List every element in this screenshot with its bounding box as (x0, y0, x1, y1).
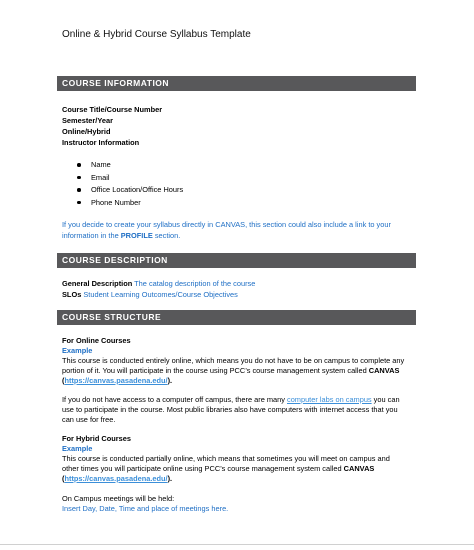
hybrid-paren-close: ). (167, 474, 173, 483)
online-paren-close: ). (167, 376, 173, 385)
hybrid-text-line-1: This course is conducted partially online, which means that sometimes you will meet on campus and (62, 454, 390, 463)
slos-line (62, 290, 238, 300)
general-description-text: The catalog description of the course (132, 279, 256, 288)
meetings-value: Insert Day, Date, Time and place of meetings here. (62, 504, 229, 513)
online-text-line-2 (62, 366, 399, 376)
general-description-label: General Description (62, 279, 133, 288)
field-online-hybrid: Online/Hybrid (62, 127, 111, 136)
section-header-course-structure: COURSE STRUCTURE (57, 310, 416, 325)
general-description-line (62, 279, 255, 289)
online-canvas-bold: CANVAS (368, 366, 400, 375)
slos-label: SLOs (62, 290, 82, 299)
access-line-1-pre: If you do not have access to a computer off campus, there are many (62, 395, 287, 404)
document-title: Online & Hybrid Course Syllabus Template (62, 29, 251, 40)
section-header-course-description: COURSE DESCRIPTION (57, 253, 416, 268)
access-line-1-post: you can (371, 395, 400, 404)
access-line-2: use to participate in the course. Most public libraries also have computers with internet access that you (62, 405, 398, 414)
hybrid-courses-heading: For Hybrid Courses (62, 434, 131, 443)
canvas-note-line-2 (62, 231, 180, 241)
access-line-3: can use for free. (62, 415, 116, 424)
list-item-name: Name (76, 160, 183, 173)
access-line-1 (62, 395, 400, 405)
hybrid-canvas-bold: CANVAS (343, 464, 375, 473)
list-item-office: Office Location/Office Hours (76, 185, 183, 198)
computer-labs-link[interactable]: computer labs on campus (287, 395, 372, 404)
canvas-note-pre: information in the (62, 231, 121, 240)
list-item-email: Email (76, 173, 183, 186)
hybrid-text-line-3 (62, 474, 172, 484)
field-instructor-information: Instructor Information (62, 138, 140, 147)
hybrid-text-line-2 (62, 464, 374, 474)
canvas-note-post: section. (152, 231, 181, 240)
section-header-course-information: COURSE INFORMATION (57, 76, 416, 91)
hybrid-text-line-2-text: other times you will participate online using PCC’s course management system called (62, 464, 344, 473)
instructor-info-list (76, 160, 183, 210)
online-text-line-3 (62, 376, 172, 386)
slos-text: Student Learning Outcomes/Course Objectives (81, 290, 238, 299)
field-course-title: Course Title/Course Number (62, 105, 163, 114)
page-bottom-rule (0, 544, 474, 545)
field-semester-year: Semester/Year (62, 116, 113, 125)
online-canvas-link[interactable]: https://canvas.pasadena.edu/ (64, 376, 168, 385)
online-example-label: Example (62, 346, 93, 355)
online-text-line-2-text: portion of it. You will participate in the course using PCC’s course management system called (62, 366, 369, 375)
meetings-label: On Campus meetings will be held: (62, 494, 175, 503)
hybrid-paren-open: ( (62, 474, 65, 483)
hybrid-canvas-link[interactable]: https://canvas.pasadena.edu/ (64, 474, 168, 483)
canvas-note-line-1: If you decide to create your syllabus directly in CANVAS, this section could also include a link to your (62, 220, 391, 229)
online-courses-heading: For Online Courses (62, 336, 131, 345)
canvas-note-profile: PROFILE (120, 231, 153, 240)
online-paren-open: ( (62, 376, 65, 385)
hybrid-example-label: Example (62, 444, 93, 453)
list-item-phone: Phone Number (76, 198, 183, 211)
online-text-line-1: This course is conducted entirely online, which means you do not have to be on campus to complete any (62, 356, 405, 365)
